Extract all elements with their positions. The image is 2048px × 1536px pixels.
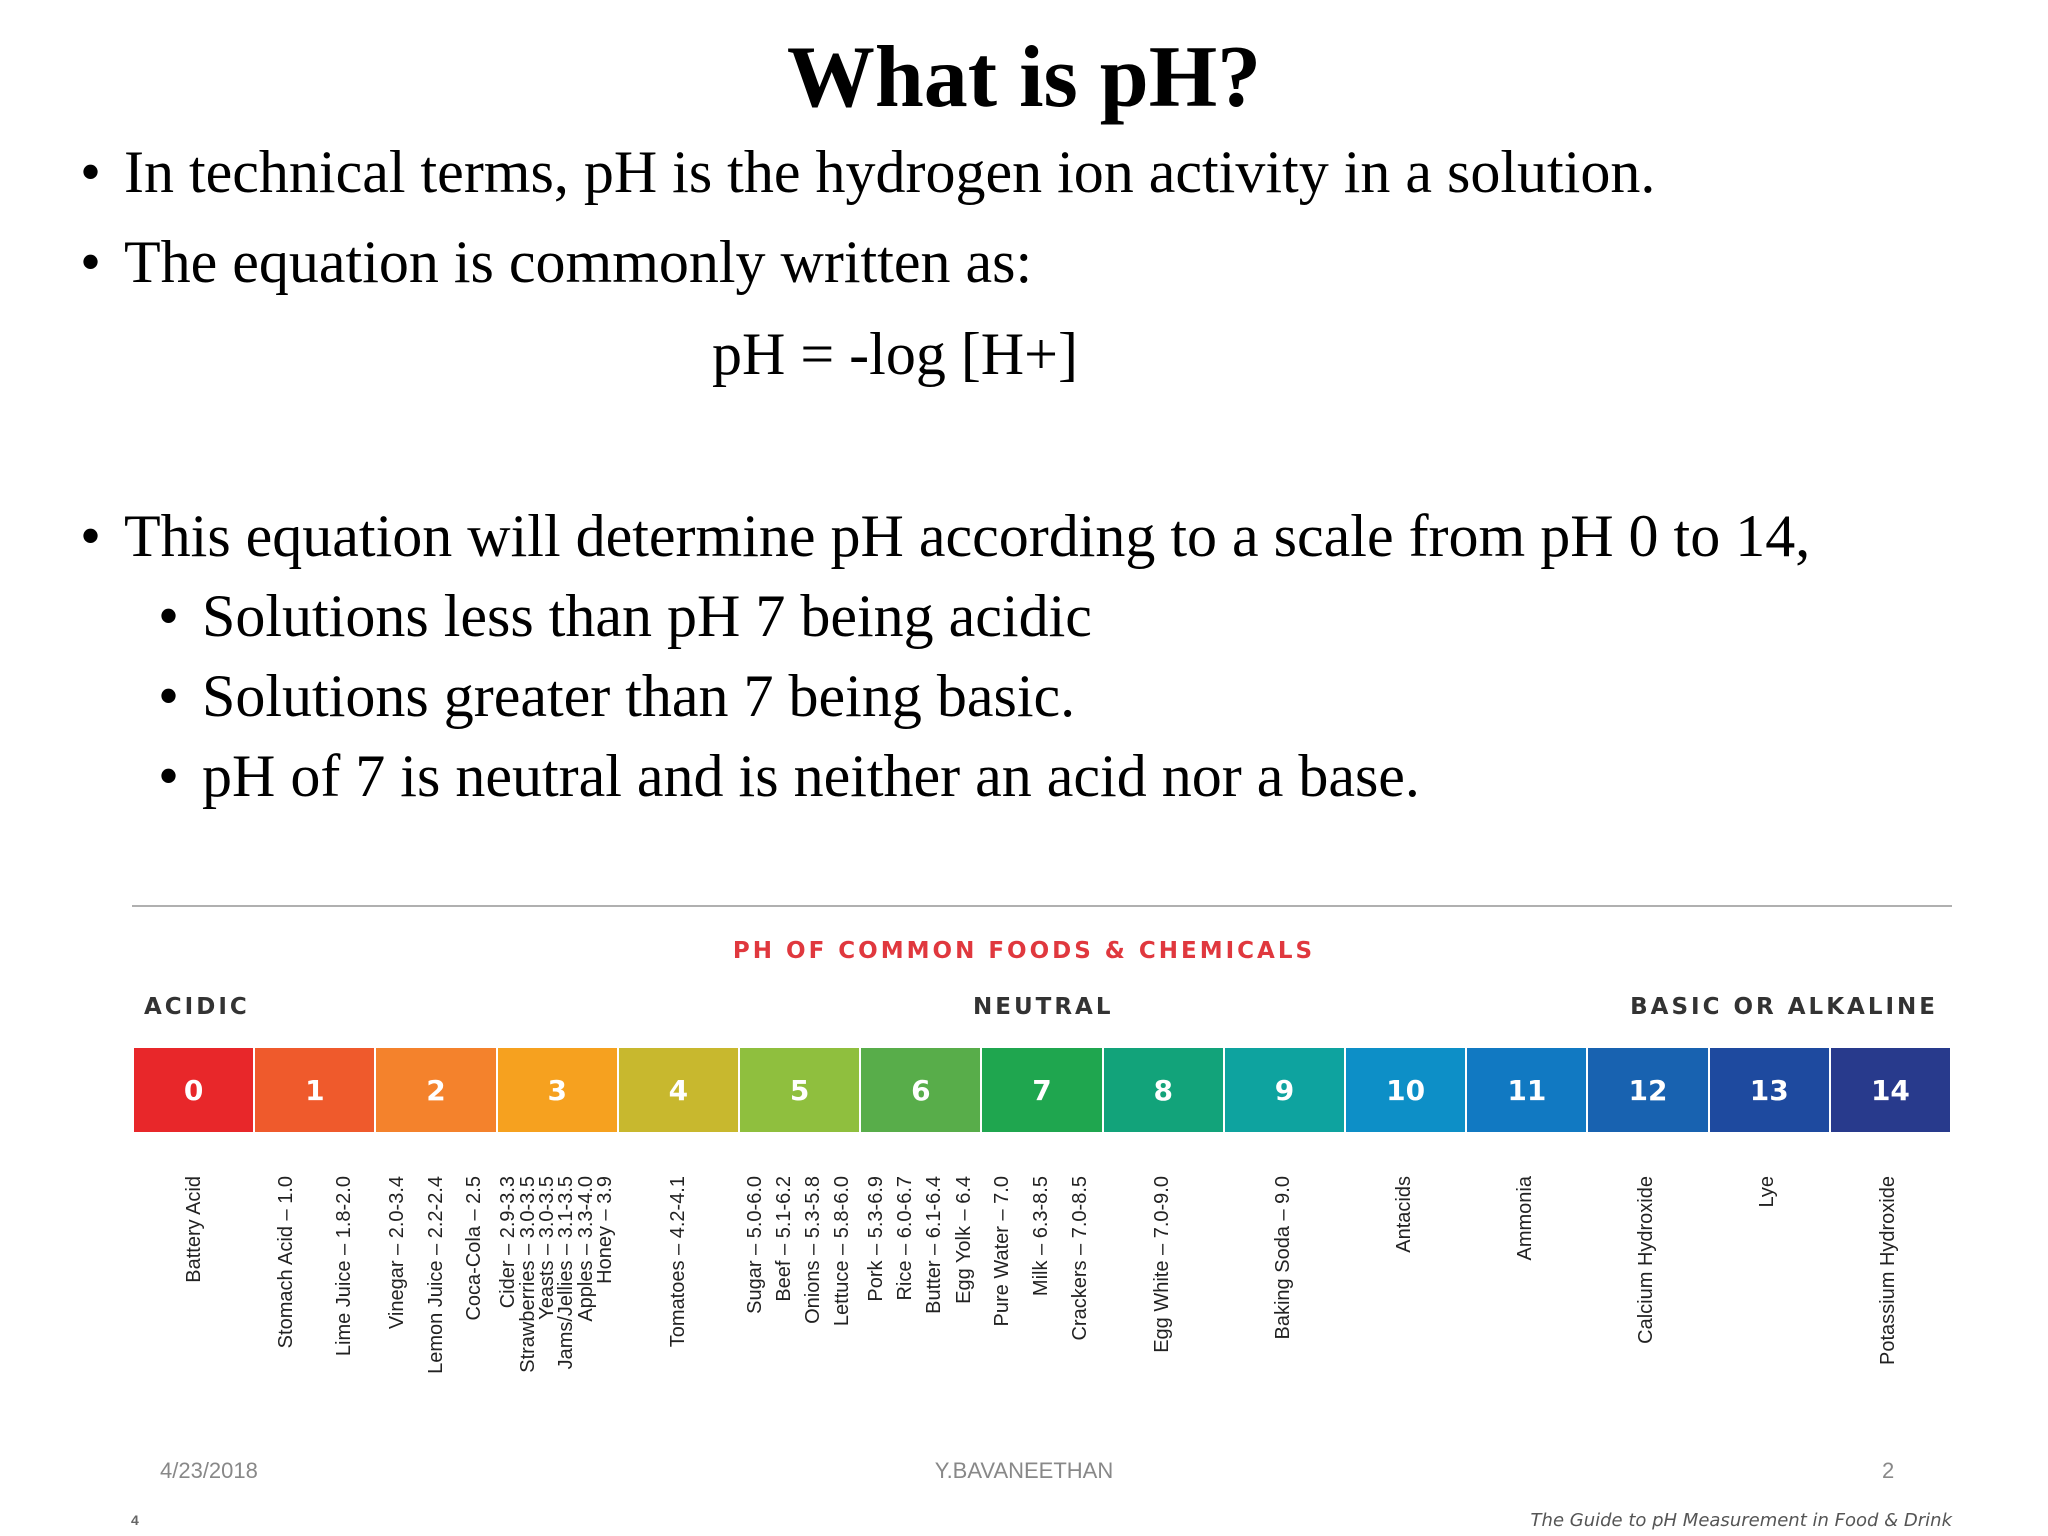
sub-bullet-3 (158, 740, 1420, 812)
ph-segment-4: 4 (619, 1048, 740, 1132)
bullet-dot: • (80, 503, 102, 569)
sub-bullet-1 (158, 580, 1092, 652)
ph-segment-10: 10 (1346, 1048, 1467, 1132)
ph-segment-13: 13 (1710, 1048, 1831, 1132)
footer-author: Y.BAVANEETHAN (934, 1458, 1114, 1483)
bullet-dot: • (158, 743, 180, 809)
sub-bullet-2-text: Solutions greater than 7 being basic. (202, 663, 1076, 729)
ph-item-label: Apples – 3.3-4.0 (574, 1176, 597, 1322)
ph-item-label: Pork – 5.3-6.9 (865, 1176, 888, 1302)
ph-item-label: Sugar – 5.0-6.0 (744, 1176, 767, 1314)
ph-item-label: Lime Juice – 1.8-2.0 (332, 1176, 355, 1357)
ph-item-label: Beef – 5.1-6.2 (773, 1176, 796, 1302)
footer-date: 4/23/2018 (160, 1458, 258, 1483)
ph-item-label: Honey – 3.9 (594, 1176, 617, 1284)
chart-source: The Guide to pH Measurement in Food & Drink (1530, 1510, 1952, 1531)
ph-item-label: Lye (1756, 1176, 1779, 1208)
ph-item-label: Tomatoes – 4.2-4.1 (666, 1176, 689, 1348)
ph-item-label: Ammonia (1514, 1176, 1537, 1261)
ph-segment-6: 6 (861, 1048, 982, 1132)
chart-title: PH OF COMMON FOODS & CHEMICALS (732, 938, 1316, 964)
ph-item-label: Strawberries – 3.0-3.5 (516, 1176, 539, 1373)
bullet-dot: • (80, 229, 102, 295)
ph-item-label: Rice – 6.0-6.7 (894, 1176, 917, 1301)
bullet-dot: • (158, 583, 180, 649)
sub-bullet-3-text: pH of 7 is neutral and is neither an acid nor a base. (202, 743, 1420, 809)
ph-item-label: Baking Soda – 9.0 (1272, 1176, 1295, 1340)
ph-item-label: Crackers – 7.0-8.5 (1068, 1176, 1091, 1341)
slide-title: What is pH? (786, 29, 1262, 126)
ph-segment-9: 9 (1225, 1048, 1346, 1132)
ph-item-label: Jams/Jellies – 3.1-3.5 (555, 1176, 578, 1370)
ph-item-label: Yeasts – 3.0-3.5 (536, 1176, 559, 1320)
ph-segment-0: 0 (134, 1048, 255, 1132)
bullet-dot: • (158, 663, 180, 729)
ph-segment-3: 3 (498, 1048, 619, 1132)
footer-page-number: 2 (1882, 1458, 1895, 1483)
bullet-dot: • (80, 139, 102, 205)
ph-item-label: Coca-Cola – 2.5 (463, 1176, 486, 1321)
chart-divider (132, 905, 1952, 907)
ph-segment-12: 12 (1588, 1048, 1709, 1132)
basic-label: BASIC OR ALKALINE (1630, 994, 1938, 1020)
ph-equation: pH = -log [H+] (712, 321, 1078, 387)
ph-item-label: Butter – 6.1-6.4 (923, 1176, 946, 1314)
ph-segment-5: 5 (740, 1048, 861, 1132)
ph-item-label: Milk – 6.3-8.5 (1030, 1176, 1052, 1297)
ph-item-label: Stomach Acid – 1.0 (274, 1176, 297, 1349)
bullet-3 (80, 500, 1810, 572)
acidic-label: ACIDIC (144, 994, 250, 1020)
ph-segment-2: 2 (376, 1048, 497, 1132)
sub-bullet-1-text: Solutions less than pH 7 being acidic (202, 583, 1092, 649)
ph-item-label: Egg Yolk – 6.4 (952, 1176, 975, 1304)
ph-item-label: Battery Acid (182, 1176, 205, 1283)
ph-item-label: Egg White – 7.0-9.0 (1151, 1176, 1174, 1353)
ph-item-label: Lettuce – 5.8-6.0 (831, 1176, 854, 1327)
neutral-label: NEUTRAL (973, 994, 1114, 1020)
ph-item-label: Vinegar – 2.0-3.4 (385, 1176, 408, 1330)
bullet-2-text: The equation is commonly written as: (124, 229, 1033, 295)
bullet-2 (80, 226, 1032, 298)
ph-segment-14: 14 (1831, 1048, 1950, 1132)
ph-item-label: Potassium Hydroxide (1877, 1176, 1900, 1365)
ph-item-label: Antacids (1393, 1176, 1416, 1253)
ph-item-label: Lemon Juice – 2.2-2.4 (424, 1176, 447, 1374)
ph-segment-7: 7 (982, 1048, 1103, 1132)
ph-segment-1: 1 (255, 1048, 376, 1132)
ph-segment-11: 11 (1467, 1048, 1588, 1132)
ph-item-label: Pure Water – 7.0 (991, 1176, 1014, 1327)
bullet-1 (80, 136, 1655, 208)
ph-item-label: Onions – 5.3-5.8 (802, 1176, 825, 1324)
ph-item-label: Cider – 2.9-3.3 (497, 1176, 520, 1309)
bullet-3-text: This equation will determine pH according to a scale from pH 0 to 14, (124, 503, 1811, 569)
bullet-1-text: In technical terms, pH is the hydrogen ion activity in a solution. (124, 139, 1656, 205)
ph-item-label: Calcium Hydroxide (1635, 1176, 1658, 1344)
sub-bullet-2 (158, 660, 1075, 732)
ph-color-bar (134, 1048, 1950, 1132)
source-page-number: 4 (131, 1512, 139, 1528)
ph-segment-8: 8 (1104, 1048, 1225, 1132)
